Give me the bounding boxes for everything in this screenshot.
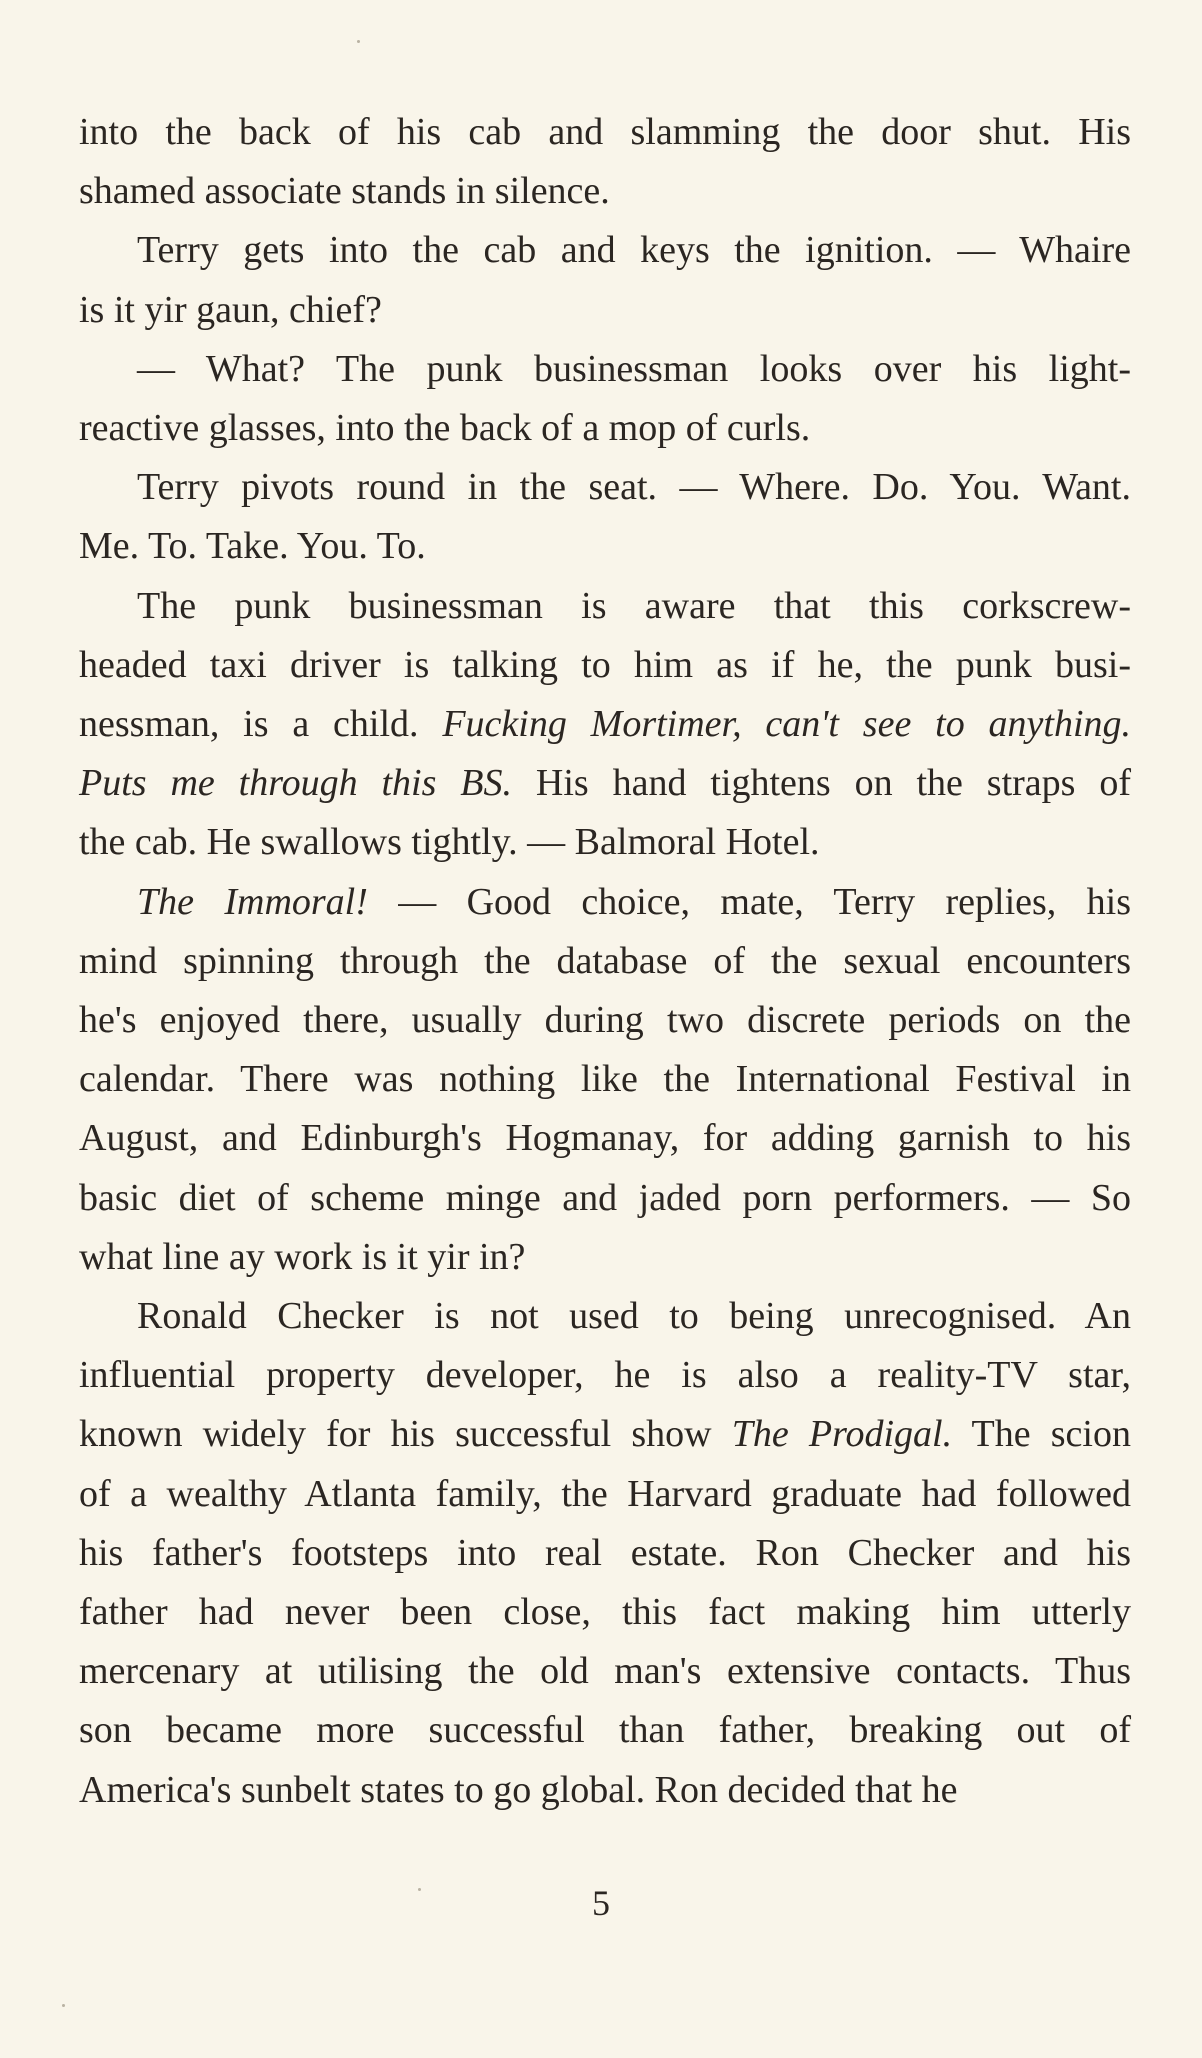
text-line: shamed associate stands in silence.: [79, 170, 610, 213]
text-line: Puts me through this BS. His hand tightens on the straps of: [79, 762, 1132, 805]
paragraph: [79, 873, 1131, 1287]
text-line: he's enjoyed there, usually during two discrete periods on the: [79, 999, 1131, 1042]
text-line: calendar. There was nothing like the International Festival in: [79, 1058, 1131, 1101]
paragraph: [79, 103, 1131, 221]
text-line: America's sunbelt states to go global. Ron decided that he: [79, 1768, 958, 1811]
text-line: is it yir gaun, chief?: [79, 288, 382, 331]
text-line: his father's footsteps into real estate. Ron Checker and his: [79, 1531, 1131, 1574]
paragraph: [79, 1287, 1131, 1820]
text-line: basic diet of scheme minge and jaded porn performers. — So: [79, 1176, 1131, 1219]
text-line: mind spinning through the database of the sexual encounters: [79, 939, 1131, 982]
text-line: Ronald Checker is not used to being unrecognised. An: [137, 1295, 1131, 1338]
body-text: [79, 103, 1131, 1820]
text-line: headed taxi driver is talking to him as if he, the punk busi-: [79, 643, 1131, 686]
text-line: into the back of his cab and slamming the door shut. His: [79, 111, 1131, 153]
text-line: The punk businessman is aware that this corkscrew-: [137, 584, 1131, 627]
text-line: son became more successful than father, breaking out of: [79, 1709, 1131, 1752]
paragraph: [79, 458, 1131, 576]
text-line: nessman, is a child. Fucking Mortimer, can't see to anything.: [79, 703, 1131, 746]
paragraph: [79, 221, 1131, 339]
text-line: reactive glasses, into the back of a mop of curls.: [79, 407, 811, 450]
paper-speck: [62, 2004, 65, 2007]
paragraph: [79, 340, 1131, 458]
text-line: Terry pivots round in the seat. — Where. Do. You. Want.: [137, 466, 1131, 509]
text-line: the cab. He swallows tightly. — Balmoral Hotel.: [79, 821, 820, 864]
text-line: Me. To. Take. You. To.: [79, 525, 426, 568]
page-number: 5: [592, 1883, 610, 1923]
text-line: father had never been close, this fact making him utterly: [79, 1591, 1131, 1634]
text-line: what line ay work is it yir in?: [79, 1235, 526, 1278]
text-line: — What? The punk businessman looks over his light-: [137, 347, 1131, 390]
text-line: mercenary at utilising the old man's extensive contacts. Thus: [79, 1650, 1131, 1693]
paper-speck: [357, 40, 360, 43]
text-line: The Immoral! — Good choice, mate, Terry replies, his: [137, 880, 1131, 923]
text-line: influential property developer, he is also a reality-TV star,: [79, 1354, 1131, 1397]
text-line: Terry gets into the cab and keys the ignition. — Whaire: [137, 229, 1131, 272]
paragraph: [79, 577, 1131, 873]
text-line: August, and Edinburgh's Hogmanay, for adding garnish to his: [79, 1117, 1131, 1160]
text-line: known widely for his successful show The Prodigal. The scion: [79, 1413, 1131, 1456]
text-line: of a wealthy Atlanta family, the Harvard graduate had followed: [79, 1472, 1131, 1515]
paper-speck: [418, 1888, 421, 1891]
